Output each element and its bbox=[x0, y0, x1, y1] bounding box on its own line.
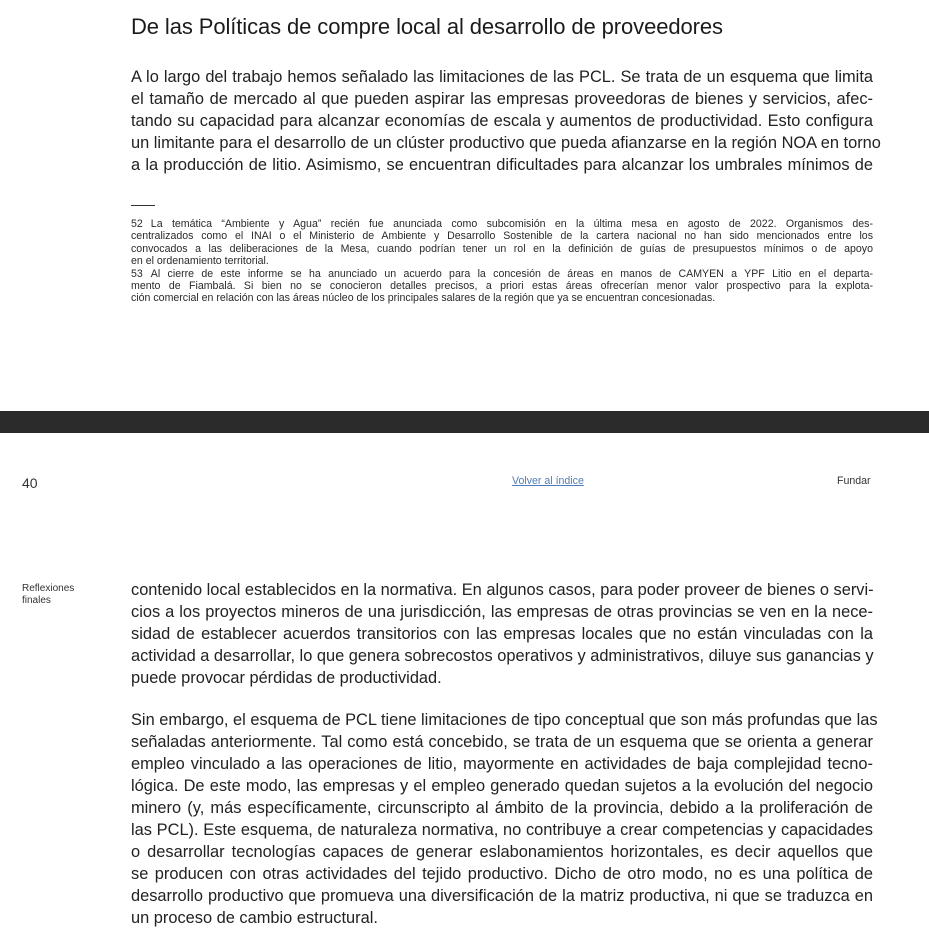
text-line: señaladas anteriormente. Tal como está concebido, se trata de un esquema que se orienta a generar bbox=[131, 733, 873, 751]
text-line: un proceso de cambio estructural. bbox=[131, 909, 378, 927]
footnote-number: 53 bbox=[131, 267, 143, 280]
text-line: a la producción de litio. Asimismo, se encuentran dificultades para alcanzar los umbrales mínimos de bbox=[131, 156, 873, 174]
paragraph-1 bbox=[131, 66, 881, 176]
footnote-53-line: mento de Fiambalá. Si bien no se conocieron detalles precisos, a priori estas áreas ofrecerían menor valor prospectivo para la explota- bbox=[131, 280, 873, 293]
page-separator bbox=[0, 411, 929, 433]
footnote-53-line: ción comercial en relación con las áreas núcleo de los principales salares de la región que ya se encuentran concesionadas. bbox=[131, 292, 716, 305]
footnote-52-line: centralizados como el INAI o el Ministerio de Ambiente y Desarrollo Sostenible de la cartera nacional no han sido mencionados entre los bbox=[131, 230, 873, 243]
text-line: o desarrollar tecnologías capaces de generar eslabonamientos horizontales, es decir aquellos que bbox=[131, 843, 873, 861]
section-title: De las Políticas de compre local al desarrollo de proveedores bbox=[131, 14, 723, 39]
footnote-53-line: 53 Al cierre de este informe se ha anunciado un acuerdo para la concesión de áreas en manos de CAMYEN a YPF Litio en el departa- bbox=[131, 267, 873, 280]
footnote-divider bbox=[131, 205, 155, 206]
footnote-number: 52 bbox=[131, 218, 143, 230]
text-line: tando su capacidad para alcanzar economías de escala y aumentos de productividad. Esto configura bbox=[131, 112, 873, 130]
side-label-line: Reflexiones bbox=[22, 583, 75, 594]
text-line: A lo largo del trabajo hemos señalado las limitaciones de las PCL. Se trata de un esquema que limita bbox=[131, 68, 873, 86]
footnote-52-line: convocados a las deliberaciones de la Mesa, cuando podrían tener un rol en la definición de guías de presupuestos mínimos o de apoyo bbox=[131, 242, 873, 255]
side-label-line: finales bbox=[22, 595, 51, 606]
text-line: se producen con otras actividades del tejido productivo. Dicho de otro modo, no es una política de bbox=[131, 865, 873, 883]
back-to-index-link[interactable]: Volver al índice bbox=[512, 475, 584, 487]
brand-label: Fundar bbox=[837, 475, 871, 487]
footnote-52-line: 52 La temática “Ambiente y Agua” recién fue anunciada como subcomisión en la última mesa en agosto de 2022. Organismos des- bbox=[131, 218, 873, 230]
text-line: actividad a desarrollar, lo que genera sobrecostos operativos y administrativos, diluye sus ganancias y bbox=[131, 647, 874, 665]
text-line: sidad de establecer acuerdos transitorios con las empresas locales que no están vinculadas con la bbox=[131, 625, 873, 643]
text-line: minero (y, más específicamente, circunscripto al ámbito de la provincia, debido a la proliferación de bbox=[131, 799, 873, 817]
text-line: un limitante para el desarrollo de un clúster productivo que pueda afianzarse en la región NOA en torno bbox=[131, 134, 881, 152]
text-line: contenido local establecidos en la normativa. En algunos casos, para poder proveer de bienes o servi- bbox=[131, 581, 874, 599]
text-line: lógica. De este modo, las empresas y el empleo generado quedan sujetos a la evolución del negocio bbox=[131, 777, 873, 795]
text-line: Sin embargo, el esquema de PCL tiene limitaciones de tipo conceptual que son más profundas que las bbox=[131, 711, 878, 729]
text-line: puede provocar pérdidas de productividad. bbox=[131, 669, 442, 687]
paragraph-2 bbox=[131, 579, 873, 689]
footnotes bbox=[131, 218, 873, 305]
section-side-label bbox=[22, 583, 102, 607]
text-line: el tamaño de mercado al que pueden aspirar las empresas proveedoras de bienes y servicios, afec- bbox=[131, 90, 873, 108]
text-line: desarrollo productivo que promueva una diversificación de la matriz productiva, ni que se traduzca en bbox=[131, 887, 873, 905]
footnote-52-line: en el ordenamiento territorial. bbox=[131, 255, 269, 268]
text-line: las PCL). Este esquema, de naturaleza normativa, no contribuye a crear competencias y capacidades bbox=[131, 821, 873, 839]
text-line: empleo vinculado a las operaciones de litio, mayormente en actividades de baja complejidad tecno- bbox=[131, 755, 873, 773]
previous-page bbox=[0, 0, 929, 411]
text-line: cios a los proyectos mineros de una jurisdicción, las empresas de otras provincias se ven en la nece- bbox=[131, 603, 873, 621]
page-number: 40 bbox=[22, 475, 38, 491]
paragraph-3 bbox=[131, 709, 878, 929]
